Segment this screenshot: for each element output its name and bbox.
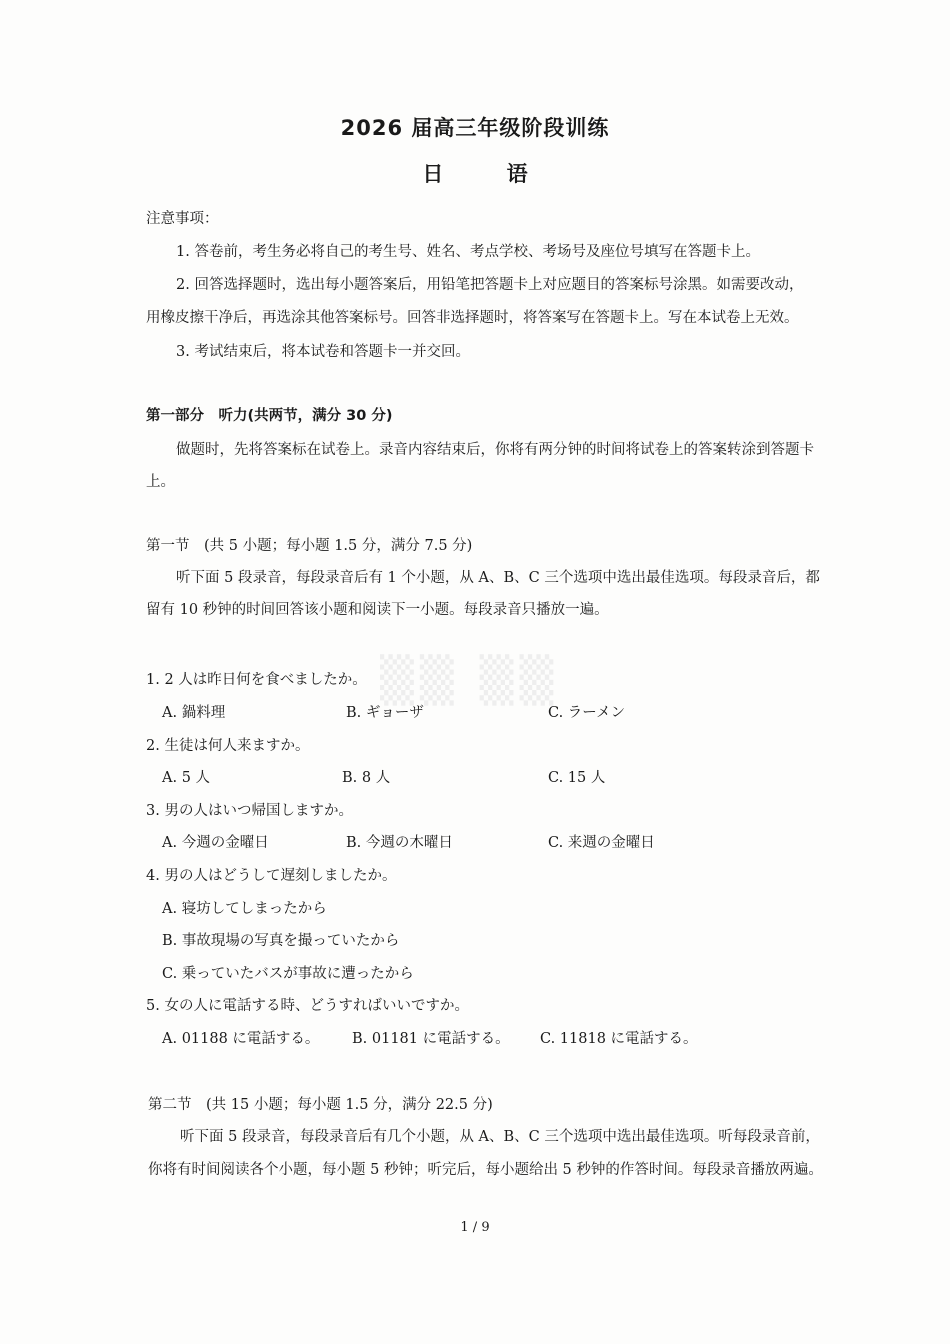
question-4: 4. 男の人はどうして遅刻しましたか。 xyxy=(146,868,397,884)
page-number: 1 / 9 xyxy=(460,1220,490,1235)
notice-item-2-line-2: 用橡皮擦干净后，再选涂其他答案标号。回答非选择题时，将答案写在答题卡上。写在本试卷上无效。 xyxy=(146,310,799,326)
section1-intro-line-1: 听下面 5 段录音，每段录音后有 1 个小题，从 A、B、C 三个选项中选出最佳选项。每段录音后，都 xyxy=(176,570,820,586)
question-1-option-b: B. ギョーザ xyxy=(346,705,424,721)
question-4-option-b: B. 事故現場の写真を撮っていたから xyxy=(162,933,400,949)
question-5-option-b: B. 01181 に電話する。 xyxy=(352,1031,510,1047)
question-4-option-c: C. 乗っていたバスが事故に遭ったから xyxy=(162,966,414,982)
notice-item-1: 1. 答卷前，考生务必将自己的考生号、姓名、考点学校、考场号及座位号填写在答题卡上。 xyxy=(176,244,760,260)
exam-subject: 日 语 xyxy=(422,162,556,186)
question-3-option-b: B. 今週の木曜日 xyxy=(346,835,453,851)
question-3-option-c: C. 来週の金曜日 xyxy=(548,835,655,851)
question-1-option-a: A. 鍋料理 xyxy=(162,705,226,721)
section1-intro-line-2: 留有 10 秒钟的时间回答该小题和阅读下一小题。每段录音只播放一遍。 xyxy=(146,602,609,618)
notice-heading: 注意事项： xyxy=(146,211,219,227)
question-1: 1. 2 人は昨日何を食べましたか。 xyxy=(146,672,367,688)
question-3: 3. 男の人はいつ帰国しますか。 xyxy=(146,803,353,819)
question-2-option-c: C. 15 人 xyxy=(548,770,606,786)
notice-item-3: 3. 考试结束后，将本试卷和答题卡一并交回。 xyxy=(176,344,470,360)
notice-item-2-line-1: 2. 回答选择题时，选出每小题答案后，用铅笔把答题卡上对应题目的答案标号涂黑。如需要改动， xyxy=(176,277,804,293)
watermark-logo: ▒▒ ▒▒ xyxy=(380,655,560,706)
section1-heading: 第一节 (共 5 小题；每小题 1.5 分，满分 7.5 分) xyxy=(146,538,473,554)
section2-intro-line-1: 听下面 5 段录音，每段录音后有几个小题，从 A、B、C 三个选项中选出最佳选项。听每段录音前， xyxy=(180,1129,820,1145)
question-5-option-a: A. 01188 に電話する。 xyxy=(162,1031,320,1047)
part1-heading: 第一部分 听力(共两节，满分 30 分) xyxy=(146,408,393,424)
part1-intro-line-2: 上。 xyxy=(146,474,175,490)
question-5-option-c: C. 11818 に電話する。 xyxy=(540,1031,698,1047)
part1-intro-line-1: 做题时，先将答案标在试卷上。录音内容结束后，你将有两分钟的时间将试卷上的答案转涂到答题卡 xyxy=(176,442,814,458)
question-2: 2. 生徒は何人来ますか。 xyxy=(146,738,310,754)
section2-heading: 第二节 (共 15 小题；每小题 1.5 分，满分 22.5 分) xyxy=(148,1097,493,1113)
question-2-option-b: B. 8 人 xyxy=(342,770,391,786)
exam-title: 2026 届高三年级阶段训练 xyxy=(340,116,610,140)
question-1-option-c: C. ラーメン xyxy=(548,705,626,721)
question-3-option-a: A. 今週の金曜日 xyxy=(162,835,269,851)
question-2-option-a: A. 5 人 xyxy=(162,770,211,786)
question-5: 5. 女の人に電話する時、どうすればいいですか。 xyxy=(146,998,469,1014)
question-4-option-a: A. 寝坊してしまったから xyxy=(162,901,327,917)
section2-intro-line-2: 你将有时间阅读各个小题，每小题 5 秒钟；听完后，每小题给出 5 秒钟的作答时间。每段录音播放两遍。 xyxy=(148,1162,823,1178)
